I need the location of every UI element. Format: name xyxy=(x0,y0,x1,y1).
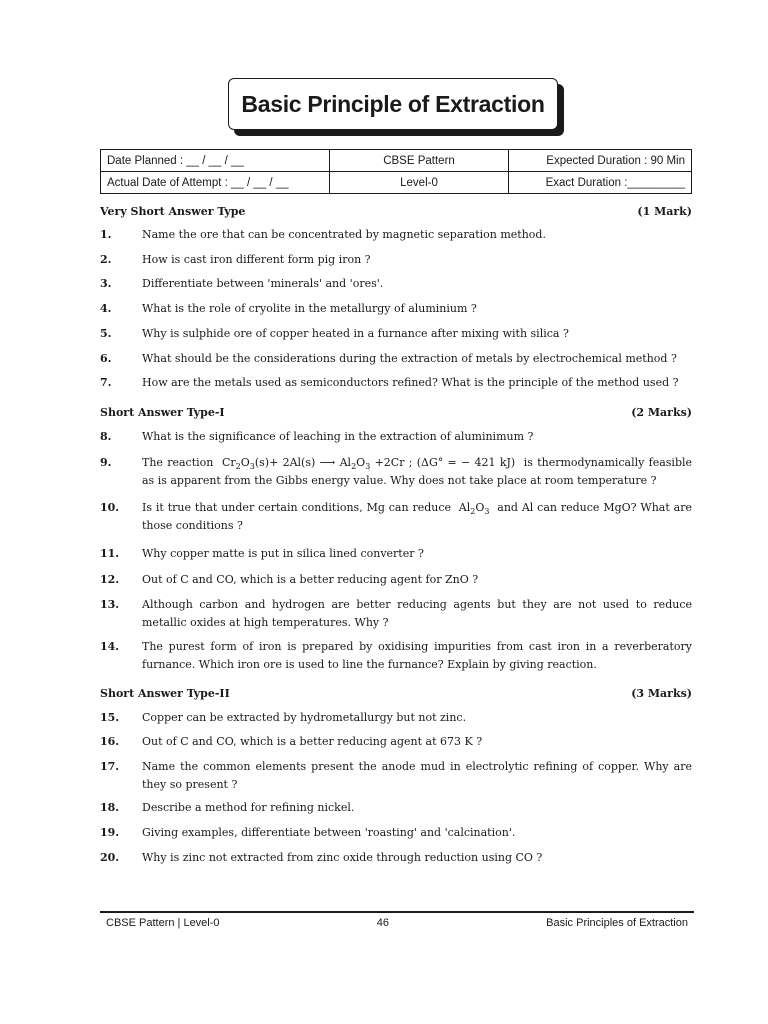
actual-date: Actual Date of Attempt : __ / __ / __ xyxy=(101,172,330,194)
question-text: Out of C and CO, which is a better reducing agent at 673 K ? xyxy=(142,735,483,748)
section-header xyxy=(100,687,692,700)
question-number: 19. xyxy=(100,826,120,839)
question-text: Why is sulphide ore of copper heated in a furnance after mixing with silica ? xyxy=(142,327,569,340)
level: Level-0 xyxy=(330,172,509,194)
question-text xyxy=(142,499,692,535)
question-number: 8. xyxy=(100,430,112,443)
question xyxy=(100,638,692,674)
question xyxy=(100,374,692,392)
question-text: What is the role of cryolite in the metallurgy of aluminium ? xyxy=(142,302,477,315)
section-marks: (1 Mark) xyxy=(637,205,692,218)
question-number: 2. xyxy=(100,253,112,266)
question-text: Out of C and CO, which is a better reducing agent for ZnO ? xyxy=(142,573,479,586)
section-title: Very Short Answer Type xyxy=(100,205,246,218)
question xyxy=(100,226,692,244)
section-marks: (3 Marks) xyxy=(631,687,692,700)
question-text-part: is thermodynamically feasible as is apparent from the Gibbs energy value. Why does not take place at room temperature ? xyxy=(142,456,693,487)
question xyxy=(100,824,692,842)
question xyxy=(100,849,692,867)
question-text: Why is zinc not extracted from zinc oxide through reduction using CO ? xyxy=(142,851,543,864)
question-number: 20. xyxy=(100,851,120,864)
date-planned: Date Planned : __ / __ / __ xyxy=(101,150,330,172)
page-title: Basic Principle of Extraction xyxy=(228,78,558,130)
question-number: 3. xyxy=(100,277,112,290)
page-footer xyxy=(100,917,694,929)
pattern: CBSE Pattern xyxy=(330,150,509,172)
question-text: Giving examples, differentiate between 'roasting' and 'calcination'. xyxy=(142,826,516,839)
section-marks: (2 Marks) xyxy=(631,406,692,419)
question-text: What should be the considerations during the extraction of metals by electrochemical method ? xyxy=(142,352,677,365)
reaction-equation: $Cr_2O_3(s)+ 2Al(s)$ ⟶ $Al_2O_3 +2Cr$ ; (ΔG° = − 421 kJ) xyxy=(221,456,516,471)
question-text: Name the common elements present the anode mud in electrolytic refining of copper. Why are they so present ? xyxy=(142,760,692,791)
question-number: 18. xyxy=(100,801,120,814)
question xyxy=(100,799,692,817)
question-text: Although carbon and hydrogen are better reducing agents but they are not used to reduce metallic oxides at high temperatures. Why ? xyxy=(142,598,692,629)
question-number: 15. xyxy=(100,711,120,724)
formula: $Al_2O_3$ xyxy=(458,501,490,516)
footer-right: Basic Principles of Extraction xyxy=(546,917,688,929)
question xyxy=(100,350,692,368)
section-header xyxy=(100,205,692,218)
question xyxy=(100,275,692,293)
question-number: 5. xyxy=(100,327,112,340)
question xyxy=(100,596,692,632)
question xyxy=(100,571,692,589)
info-row xyxy=(101,150,692,172)
question-number: 4. xyxy=(100,302,112,315)
question-number: 10. xyxy=(100,501,120,514)
question-number: 12. xyxy=(100,573,120,586)
question xyxy=(100,545,692,563)
question-text-part: The reaction xyxy=(142,456,214,469)
question-number: 1. xyxy=(100,228,112,241)
question-number: 17. xyxy=(100,760,120,773)
question-number: 9. xyxy=(100,456,112,469)
page-number: 46 xyxy=(376,917,389,929)
question-number: 6. xyxy=(100,352,112,365)
question-text: Name the ore that can be concentrated by magnetic separation method. xyxy=(142,228,546,241)
question-text: What is the significance of leaching in the extraction of aluminimum ? xyxy=(142,430,534,443)
section-header xyxy=(100,406,692,419)
question-text-part: Is it true that under certain conditions, Mg can reduce xyxy=(142,501,452,514)
question-text: The purest form of iron is prepared by oxidising impurities from cast iron in a reverberatory furnance. Which iron ore is used to line the furnance? Explain by giving reaction. xyxy=(142,640,692,671)
footer-rule xyxy=(100,911,694,913)
question xyxy=(100,454,692,490)
question xyxy=(100,251,692,269)
info-row xyxy=(101,172,692,194)
question xyxy=(100,709,692,727)
section-title: Short Answer Type-I xyxy=(100,406,225,419)
footer-left: CBSE Pattern | Level-0 xyxy=(106,917,220,929)
question-number: 7. xyxy=(100,376,112,389)
question-number: 16. xyxy=(100,735,120,748)
question-text: Describe a method for refining nickel. xyxy=(142,801,355,814)
question-text: Differentiate between 'minerals' and 'ores'. xyxy=(142,277,384,290)
question-number: 11. xyxy=(100,547,120,560)
question-text: How are the metals used as semiconductors refined? What is the principle of the method used ? xyxy=(142,376,679,389)
question xyxy=(100,499,692,535)
info-table xyxy=(100,149,692,194)
question-text: How is cast iron different form pig iron ? xyxy=(142,253,371,266)
question xyxy=(100,300,692,318)
question-number: 14. xyxy=(100,640,120,653)
question-number: 13. xyxy=(100,598,120,611)
title-box xyxy=(228,78,558,130)
question-text-part: and Al can reduce MgO? What are those conditions ? xyxy=(142,501,692,532)
question xyxy=(100,325,692,343)
expected-duration: Expected Duration : 90 Min xyxy=(509,150,692,172)
question-text: Why copper matte is put in silica lined converter ? xyxy=(142,547,424,560)
question-text: Copper can be extracted by hydrometallurgy but not zinc. xyxy=(142,711,467,724)
question xyxy=(100,428,692,446)
question xyxy=(100,758,692,794)
exact-duration: Exact Duration :_________ xyxy=(509,172,692,194)
section-title: Short Answer Type-II xyxy=(100,687,230,700)
question xyxy=(100,733,692,751)
question-text xyxy=(142,454,692,490)
